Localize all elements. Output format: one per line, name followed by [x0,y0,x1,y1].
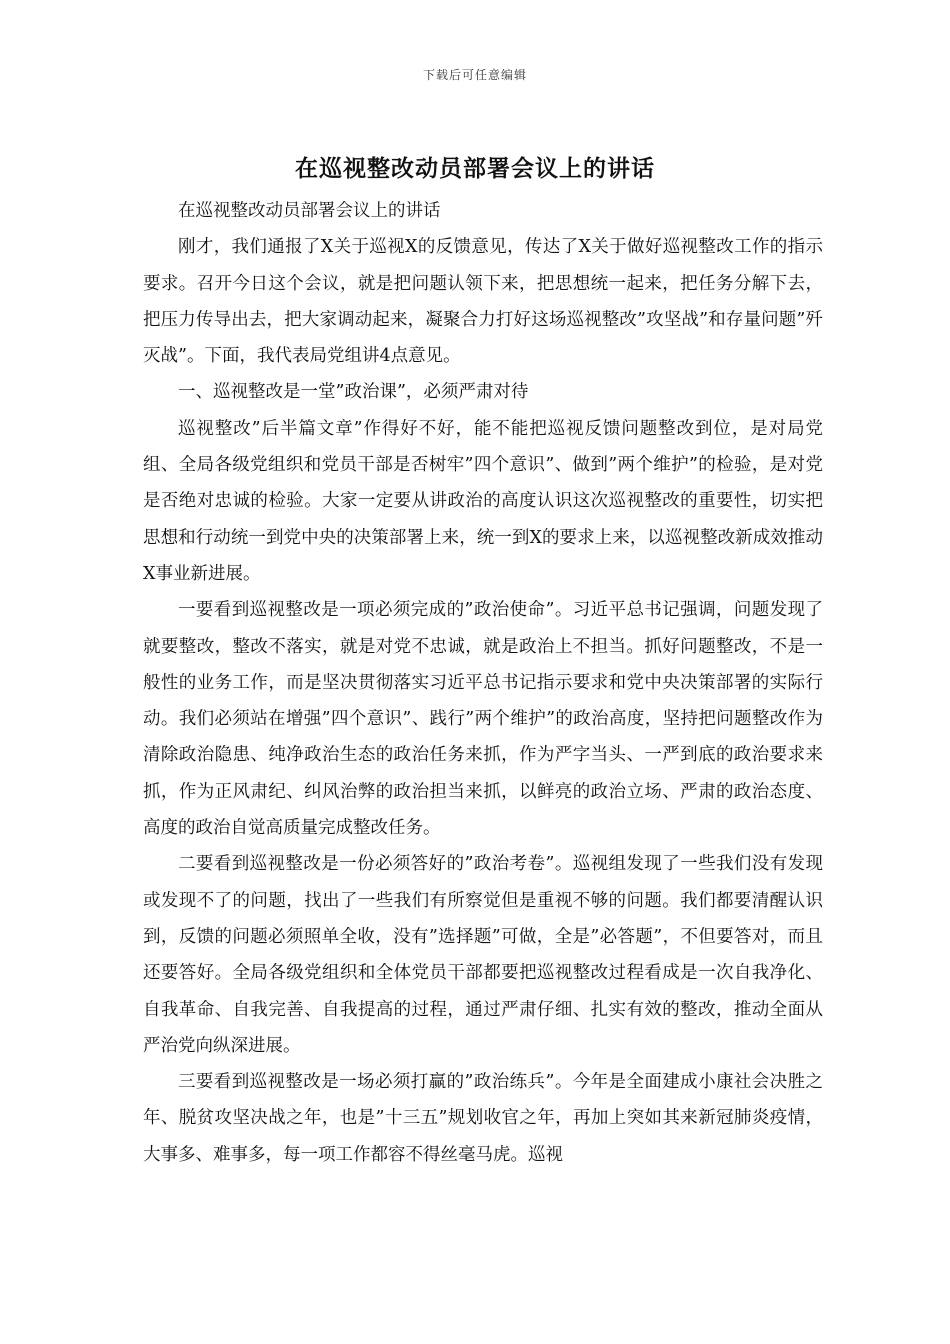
section-heading-1: 一、巡视整改是一堂”政治课”，必须严肃对待 [178,382,529,403]
paragraph-subtitle: 在巡视整改动员部署会议上的讲话 [178,201,441,221]
paragraph-point-1: 一要看到巡视整改是一项必须完成的”政治使命”。习近平总书记强调，问题发现了就要整改，整改不落实，就是对党不忠诚，就是政治上不担当。抓好问题整改，不是一般性的业务工作，而是坚决贯彻落实习近平总书记指示要求和党中央决策部署的实际行动。我们必须站在增强”四个意识”、践行”两个维护”的政治高度，坚持把问题整改作为清除政治隐患、纯净政治生态的政治任务来抓，作为严字当头、一严到底的政治要求来抓，作为正风肃纪、纠风治弊的政治担当来抓，以鲜亮的政治立场、严肃的政治态度、高度的政治自觉高质量完成整改任务。 [143,600,823,839]
paragraph-section-1: 巡视整改”后半篇文章”作得好不好，能不能把巡视反馈问题整改到位，是对局党组、全局各级党组织和党员干部是否树牢”四个意识”、做到”两个维护”的检验，是对党是否绝对忠诚的检验。大家一定要从讲政治的高度认识这次巡视整改的重要性，切实把思想和行动统一到党中央的决策部署上来，统一到X的要求上来，以巡视整改新成效推动X事业新进展。 [143,418,823,584]
document-title: 在巡视整改动员部署会议上的讲话 [295,155,655,182]
paragraph-point-2: 二要看到巡视整改是一份必须答好的”政治考卷”。巡视组发现了一些我们没有发现或发现不了的问题，找出了一些我们有所察觉但是重视不够的问题。我们都要清醒认识到，反馈的问题必须照单全收，没有”选择题”可做，全是”必答题”，不但要答对，而且还要答好。全局各级党组织和全体党员干部都要把巡视整改过程看成是一次自我净化、自我革命、自我完善、自我提高的过程，通过严肃仔细、扎实有效的整改，推动全面从严治党向纵深进展。 [143,854,823,1056]
document-body [143,193,823,1173]
paragraph-point-3: 三要看到巡视整改是一场必须打赢的”政治练兵”。今年是全面建成小康社会决胜之年、脱贫攻坚决战之年，也是”十三五”规划收官之年，再加上突如其来新冠肺炎疫情，大事多、难事多，每一项工作都容不得丝毫马虎。巡视 [143,1072,823,1165]
header-note: 下载后可任意编辑 [422,68,527,82]
paragraph-intro: 刚才，我们通报了X关于巡视X的反馈意见，传达了X关于做好巡视整改工作的指示要求。召开今日这个会议，就是把问题认领下来，把思想统一起来，把任务分解下去，把压力传导出去，把大家调动起来，凝聚合力打好这场巡视整改”攻坚战”和存量问题”歼灭战”。下面，我代表局党组讲4点意见。 [143,237,823,367]
